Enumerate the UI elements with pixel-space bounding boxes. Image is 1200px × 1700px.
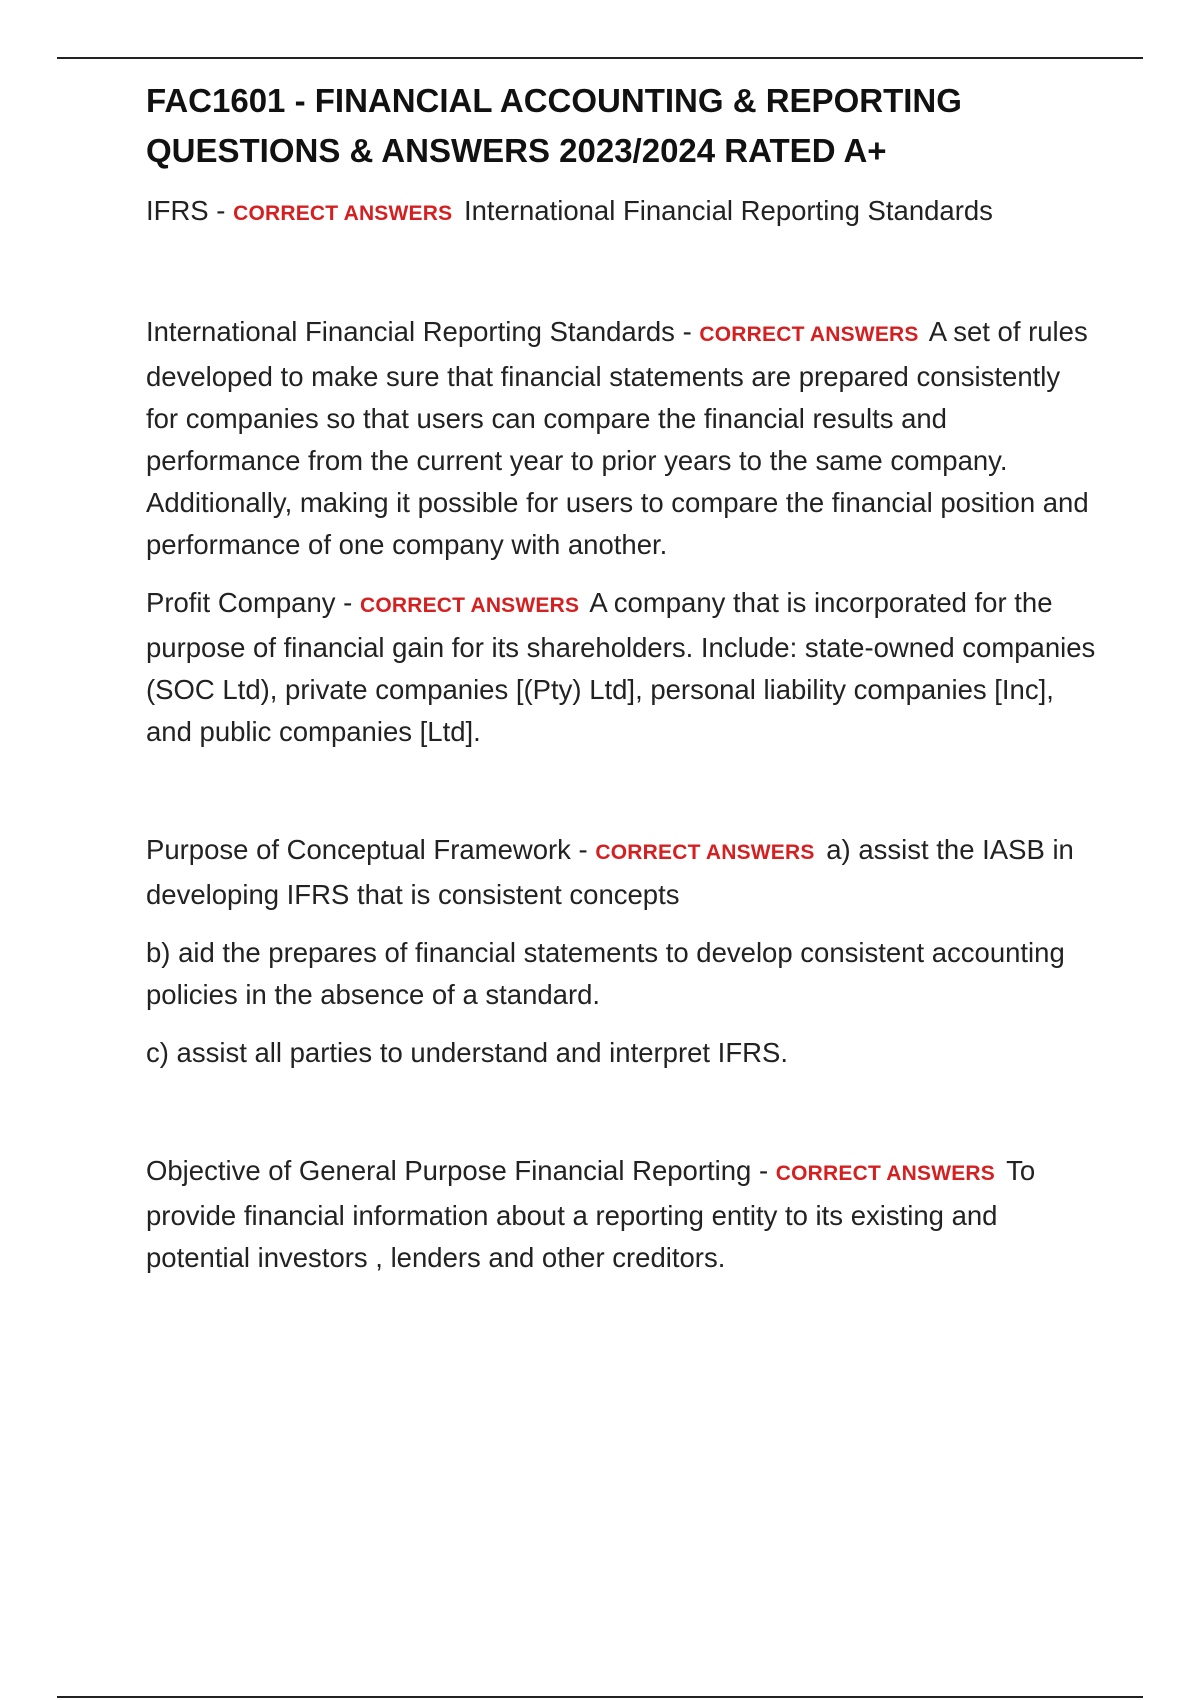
correct-answers-tag: CORRECT ANSWERS [233, 202, 453, 225]
correct-answers-tag: CORRECT ANSWERS [775, 1162, 995, 1185]
entry-answer: International Financial Reporting Standards [463, 195, 993, 226]
bottom-rule [57, 1696, 1143, 1698]
document-body [146, 76, 1096, 1279]
correct-answers-tag: CORRECT ANSWERS [359, 594, 580, 617]
entry-objective-of-general-purpose-financial-reporting [146, 1150, 1096, 1279]
entry-term: Purpose of Conceptual Framework - [146, 834, 596, 865]
correct-answers-tag: CORRECT ANSWERS [699, 323, 919, 346]
entry-answer: A company that is incorporated for the purpose of financial gain for its shareholders. Include: state-owned companies (SOC Ltd), private companies [(Pty) Ltd], personal liability companies [Inc], and public companies [Ltd]. [146, 587, 1096, 747]
entry-international-financial-reporting-standards [146, 311, 1096, 566]
top-rule [57, 57, 1143, 59]
entry-answer: a) assist the IASB in developing IFRS that is consistent concepts [146, 834, 1074, 910]
entry-ifrs [146, 190, 1096, 235]
correct-answers-tag: CORRECT ANSWERS [595, 841, 815, 864]
title-line-2: QUESTIONS & ANSWERS 2023/2024 RATED A+ [146, 132, 887, 169]
entry-answer: To provide financial information about a reporting entity to its existing and potential investors , lenders and other creditors. [146, 1155, 1036, 1273]
entry-term: IFRS - [146, 195, 234, 226]
document-title [146, 76, 1096, 176]
entry-purpose-of-conceptual-framework [146, 829, 1096, 916]
entry-term: Profit Company - [146, 587, 360, 618]
entry-term: International Financial Reporting Standards - [146, 316, 700, 347]
entry-term: Objective of General Purpose Financial Reporting - [146, 1155, 776, 1186]
conceptual-framework-point-c: c) assist all parties to understand and interpret IFRS. [146, 1037, 788, 1068]
title-line-1: FAC1601 - FINANCIAL ACCOUNTING & REPORTING [146, 82, 962, 119]
conceptual-framework-point-b: b) aid the prepares of financial statements to develop consistent accounting policies in the absence of a standard. [146, 937, 1065, 1010]
entry-profit-company [146, 582, 1096, 753]
entry-answer: A set of rules developed to make sure that financial statements are prepared consistently for companies so that users can compare the financial results and performance from the current year to prior years to the same company. Additionally, making it possible for users to compare the financial position and performance of one company with another. [146, 316, 1089, 560]
